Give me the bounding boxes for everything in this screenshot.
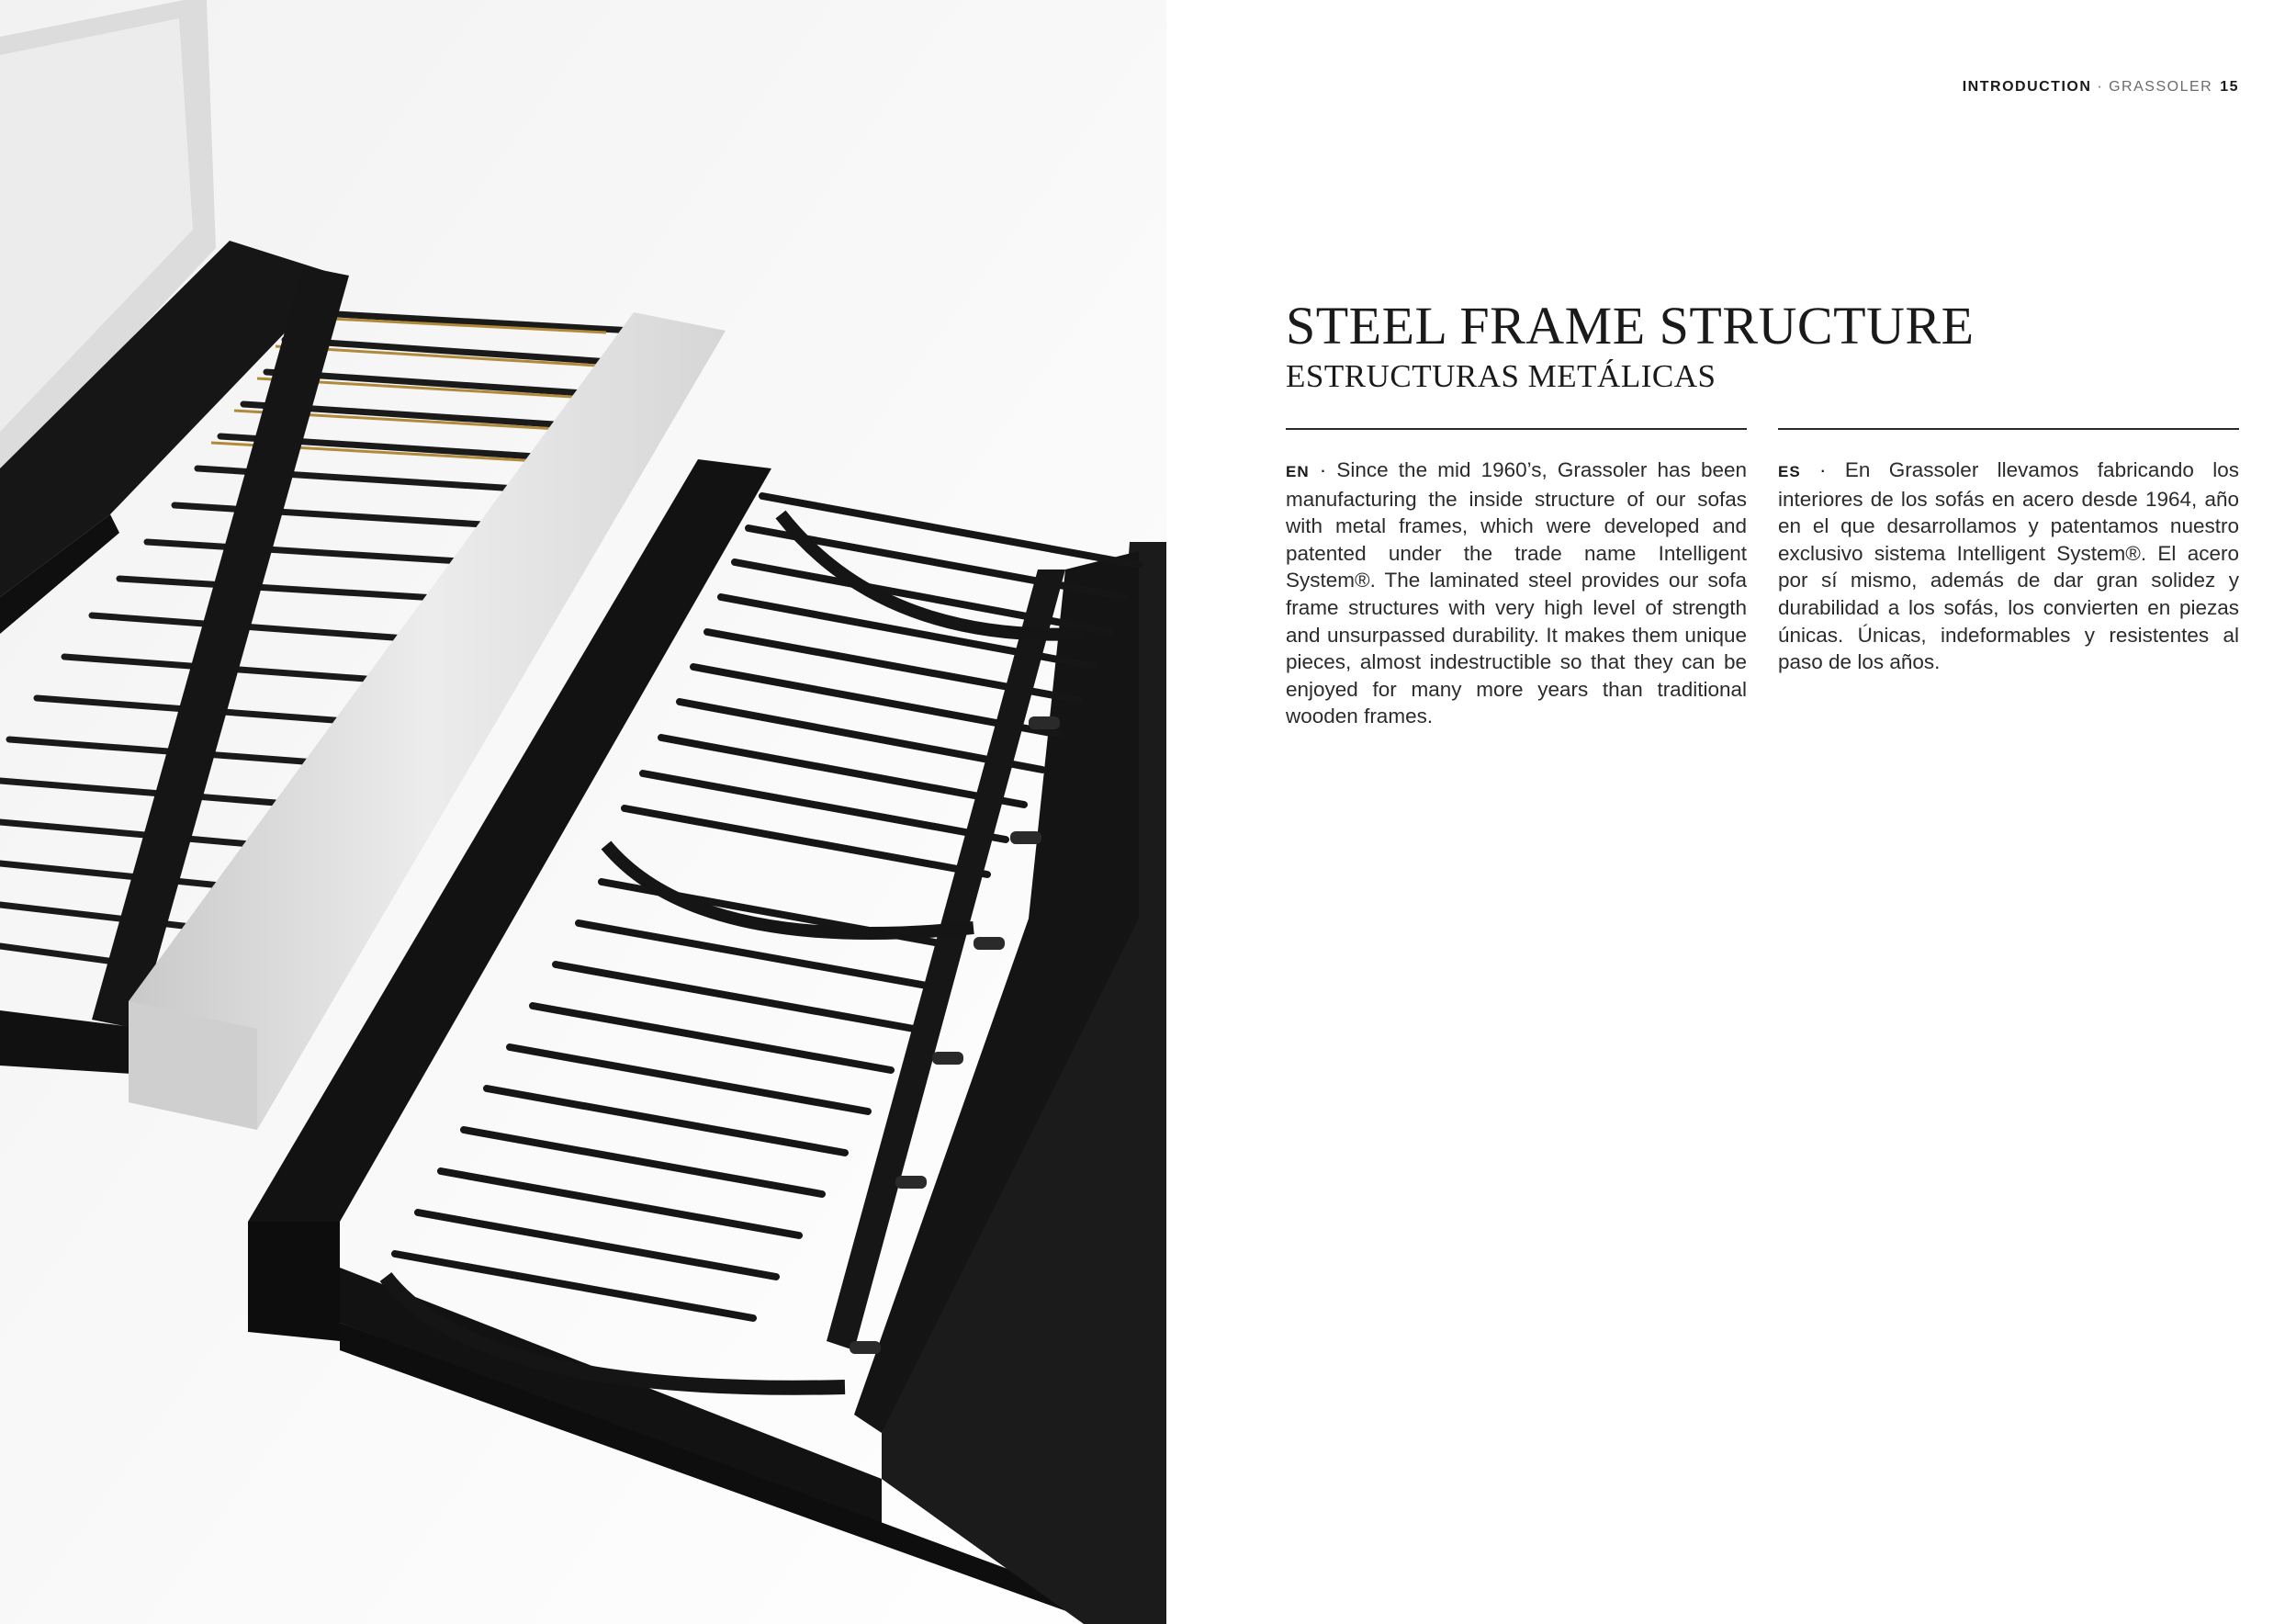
text-column-es <box>1778 457 2239 676</box>
page-subtitle: ESTRUCTURAS METÁLICAS <box>1286 358 1716 394</box>
title-block <box>1286 296 2241 397</box>
header-brand: GRASSOLER <box>2109 79 2213 95</box>
body-text-es: En Grassoler llevamos fabricando los interiores de los sofás en acero desde 1964, año en el que desarrollamos y patentamos nuestro exclusivo sistema Intelligent System®. El acero por sí mismo, además de dar gran solidez y durabilidad a los sofás, los convierten en piezas únicas. Únicas, indeformables y resistentes al paso de los años. <box>1778 458 2240 674</box>
divider-es <box>1778 428 2239 430</box>
text-column-en <box>1286 457 1747 730</box>
lang-separator-es: · <box>1800 458 1845 481</box>
body-text-en: Since the mid 1960’s, Grassoler has been manufacturing the inside structure of our sofas with metal frames, which were developed and patented under the trade name Intelligent System®. The laminated steel provides our sofa frame structures with very high level of strength and unsurpassed durability. It makes them unique pieces, almost indestructible so that they can be enjoyed for many more years than traditional wooden frames. <box>1286 458 1748 728</box>
running-header <box>1963 79 2239 96</box>
header-section: INTRODUCTION <box>1962 79 2092 95</box>
lang-separator-en: · <box>1309 458 1337 481</box>
lang-label-en: EN <box>1286 463 1310 480</box>
lang-label-es: ES <box>1778 463 1801 480</box>
header-separator: · <box>2091 79 2110 95</box>
page-number: 15 <box>2220 79 2239 95</box>
page-title: STEEL FRAME STRUCTURE <box>1286 296 1975 355</box>
divider-en <box>1286 428 1747 430</box>
